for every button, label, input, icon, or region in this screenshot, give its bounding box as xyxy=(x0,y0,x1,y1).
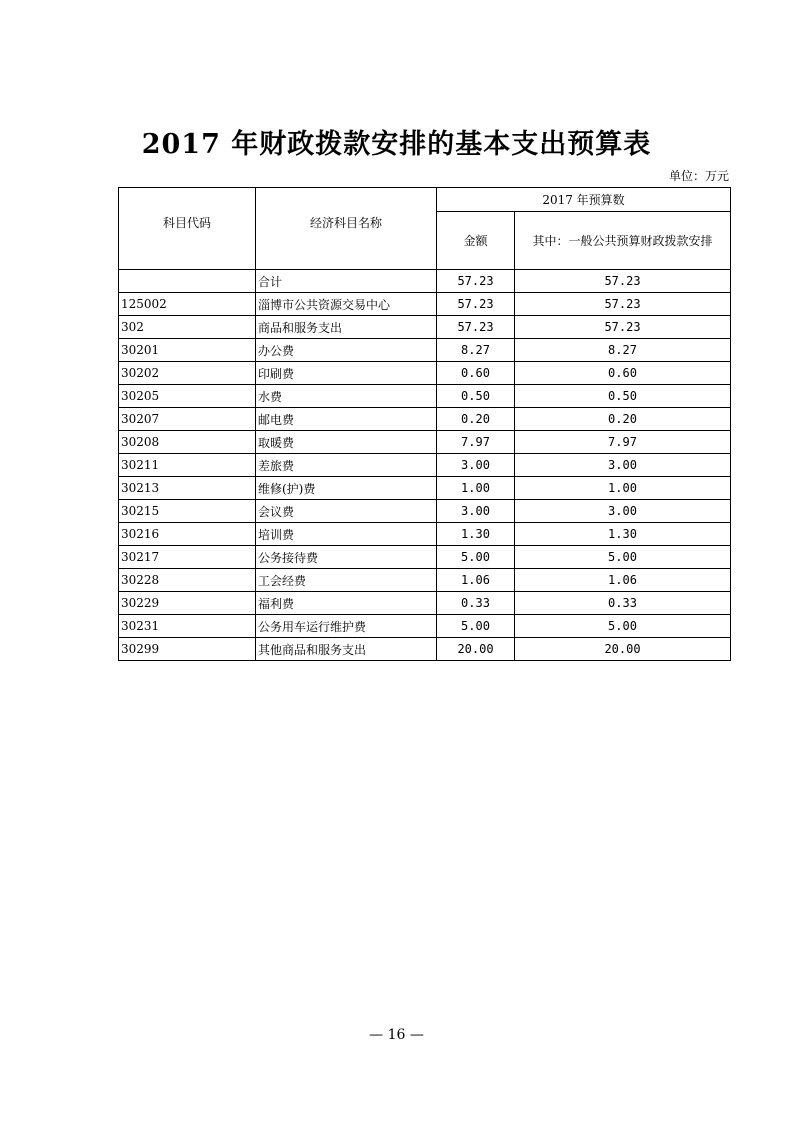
cell-general-budget: 1.00 xyxy=(515,477,731,500)
cell-name: 公务用车运行维护费 xyxy=(256,615,437,638)
cell-amount: 0.60 xyxy=(437,362,515,385)
table-row xyxy=(119,362,731,385)
cell-general-budget: 20.00 xyxy=(515,638,731,661)
cell-name: 维修(护)费 xyxy=(256,477,437,500)
cell-code: 30207 xyxy=(119,408,256,431)
cell-amount: 5.00 xyxy=(437,546,515,569)
cell-general-budget: 57.23 xyxy=(515,270,731,293)
page-number: — 16 — xyxy=(369,1027,424,1043)
header-code: 科目代码 xyxy=(119,188,256,270)
cell-general-budget: 1.30 xyxy=(515,523,731,546)
cell-general-budget: 57.23 xyxy=(515,316,731,339)
cell-name: 邮电费 xyxy=(256,408,437,431)
cell-code: 30299 xyxy=(119,638,256,661)
cell-amount: 1.00 xyxy=(437,477,515,500)
cell-code: 30215 xyxy=(119,500,256,523)
cell-code: 30205 xyxy=(119,385,256,408)
table-row xyxy=(119,431,731,454)
cell-general-budget: 5.00 xyxy=(515,615,731,638)
cell-name: 福利费 xyxy=(256,592,437,615)
cell-amount: 1.06 xyxy=(437,569,515,592)
cell-code: 30217 xyxy=(119,546,256,569)
table-row xyxy=(119,339,731,362)
cell-name: 淄博市公共资源交易中心 xyxy=(256,293,437,316)
cell-name: 工会经费 xyxy=(256,569,437,592)
cell-amount: 5.00 xyxy=(437,615,515,638)
unit-label: 单位：万元 xyxy=(668,169,729,183)
cell-general-budget: 8.27 xyxy=(515,339,731,362)
cell-general-budget: 0.50 xyxy=(515,385,731,408)
cell-general-budget: 7.97 xyxy=(515,431,731,454)
cell-general-budget: 0.20 xyxy=(515,408,731,431)
cell-name: 差旅费 xyxy=(256,454,437,477)
cell-code: 30216 xyxy=(119,523,256,546)
cell-code: 30208 xyxy=(119,431,256,454)
table-row xyxy=(119,638,731,661)
header-name: 经济科目名称 xyxy=(256,188,437,270)
page-title: 2017 年财政拨款安排的基本支出预算表 xyxy=(141,129,652,160)
cell-code: 30229 xyxy=(119,592,256,615)
cell-name: 公务接待费 xyxy=(256,546,437,569)
table-row xyxy=(119,477,731,500)
table-row xyxy=(119,592,731,615)
cell-general-budget: 1.06 xyxy=(515,569,731,592)
table-row xyxy=(119,615,731,638)
header-amount: 金额 xyxy=(437,212,515,270)
cell-name: 合计 xyxy=(256,270,437,293)
table-row xyxy=(119,316,731,339)
table-body xyxy=(119,270,731,661)
cell-amount: 8.27 xyxy=(437,339,515,362)
cell-name: 印刷费 xyxy=(256,362,437,385)
header-budget-group: 2017 年预算数 xyxy=(437,188,731,212)
header-general-budget: 其中：一般公共预算财政拨款安排 xyxy=(515,212,731,270)
cell-code: 302 xyxy=(119,316,256,339)
cell-amount: 57.23 xyxy=(437,293,515,316)
cell-amount: 7.97 xyxy=(437,431,515,454)
table-row xyxy=(119,293,731,316)
table-row xyxy=(119,500,731,523)
cell-code: 30201 xyxy=(119,339,256,362)
cell-amount: 3.00 xyxy=(437,454,515,477)
cell-amount: 57.23 xyxy=(437,316,515,339)
cell-name: 商品和服务支出 xyxy=(256,316,437,339)
budget-table xyxy=(118,187,731,661)
cell-amount: 0.33 xyxy=(437,592,515,615)
cell-code: 30211 xyxy=(119,454,256,477)
cell-name: 办公费 xyxy=(256,339,437,362)
cell-code: 30228 xyxy=(119,569,256,592)
cell-general-budget: 5.00 xyxy=(515,546,731,569)
cell-code: 30202 xyxy=(119,362,256,385)
table-row xyxy=(119,546,731,569)
cell-general-budget: 3.00 xyxy=(515,500,731,523)
cell-amount: 20.00 xyxy=(437,638,515,661)
cell-general-budget: 3.00 xyxy=(515,454,731,477)
table-row xyxy=(119,523,731,546)
cell-code xyxy=(119,270,256,293)
cell-code: 125002 xyxy=(119,293,256,316)
cell-amount: 3.00 xyxy=(437,500,515,523)
table-row xyxy=(119,408,731,431)
cell-general-budget: 0.33 xyxy=(515,592,731,615)
cell-amount: 0.50 xyxy=(437,385,515,408)
cell-name: 培训费 xyxy=(256,523,437,546)
cell-general-budget: 0.60 xyxy=(515,362,731,385)
cell-code: 30231 xyxy=(119,615,256,638)
cell-amount: 1.30 xyxy=(437,523,515,546)
cell-code: 30213 xyxy=(119,477,256,500)
cell-name: 会议费 xyxy=(256,500,437,523)
cell-amount: 0.20 xyxy=(437,408,515,431)
cell-name: 水费 xyxy=(256,385,437,408)
table-row xyxy=(119,454,731,477)
cell-amount: 57.23 xyxy=(437,270,515,293)
cell-name: 取暖费 xyxy=(256,431,437,454)
cell-general-budget: 57.23 xyxy=(515,293,731,316)
table-row xyxy=(119,385,731,408)
cell-name: 其他商品和服务支出 xyxy=(256,638,437,661)
table-row xyxy=(119,569,731,592)
table-row xyxy=(119,270,731,293)
